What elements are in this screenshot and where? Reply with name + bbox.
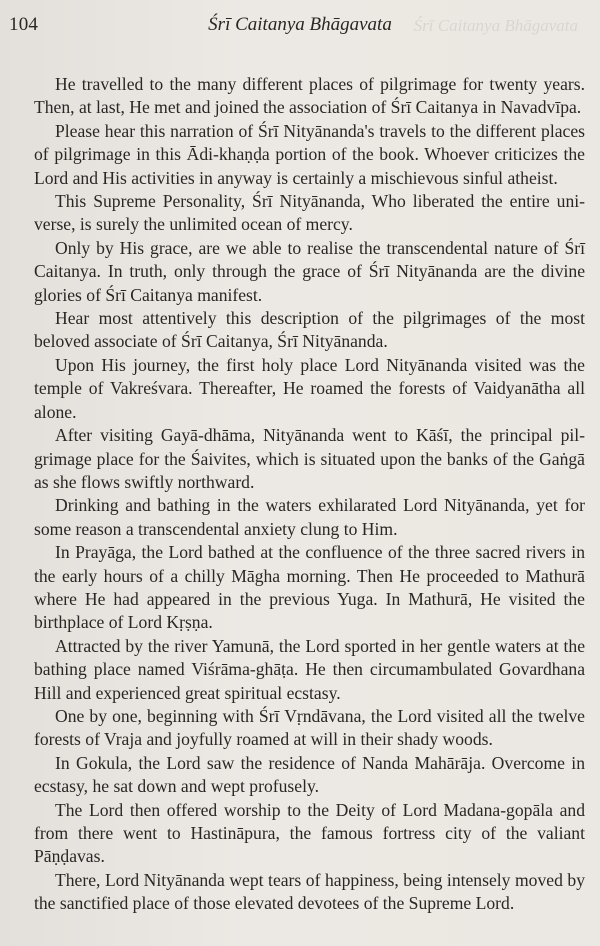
paragraph: Upon His journey, the first holy place Lord Nityānanda visited was the temple of Vakreśvara. Thereafter, He roamed the forests of Vaidyanātha all alone. <box>34 354 585 422</box>
paragraph: He travelled to the many different places of pilgrimage for twenty years. Then, at last, He met and joined the association of Śrī Caitanya in Navadvīpa. <box>34 74 585 118</box>
body-text <box>34 73 585 916</box>
page-number: 104 <box>9 14 39 35</box>
paragraph: After visiting Gayā-dhāma, Nityānanda went to Kāśī, the principal pilgrimage place for the Śaivites, which is situated upon the banks of the Gaṅgā as she flows swiftly northward. <box>34 425 585 492</box>
paragraph: Drinking and bathing in the waters exhilarated Lord Nityānanda, yet for some reason a transcendental anxiety clung to Him. <box>34 495 585 539</box>
bleed-through-text: Śrī Caitanya Bhāgavata <box>413 16 578 35</box>
paragraph: Only by His grace, are we able to realise the transcendental nature of Śrī Caitanya. In truth, only through the grace of Śrī Nityānanda are the divine glories of Śrī Caitanya manifest. <box>34 237 585 305</box>
running-title: Śrī Caitanya Bhāgavata <box>208 14 392 35</box>
paragraph: Please hear this narration of Śrī Nityānanda's travels to the different places of pilgrimage in this Ādi-khaṇḍa portion of the book. Whoever criticizes the Lord and His activities in anyway is certainly a mischievous sinful atheist. <box>34 120 585 188</box>
paragraph: Hear most attentively this description of the pilgrimages of the most beloved associate of Śrī Caitanya, Śrī Nityānanda. <box>34 308 585 352</box>
paragraph: In Gokula, the Lord saw the residence of Nanda Mahārāja. Overcome in ecstasy, he sat down and wept profusely. <box>34 752 585 797</box>
paragraph: One by one, beginning with Śrī Vṛndāvana, the Lord visited all the twelve forests of Vraja and joyfully roamed at will in their shady woods. <box>34 705 585 750</box>
paragraph: The Lord then offered worship to the Deity of Lord Madana-gopāla and from there went to Hastināpura, the famous fortress city of the valiant Pāṇḍavas. <box>34 799 585 867</box>
page-header <box>0 14 600 44</box>
paragraph: Attracted by the river Yamunā, the Lord sported in her gentle waters at the bathing place named Viśrāma-ghāṭa. He then circumambulated Govardhana Hill and experienced great spiritual ecstasy. <box>34 635 585 703</box>
paragraph: In Prayāga, the Lord bathed at the confluence of the three sacred rivers in the early hours of a chilly Māgha morning. Then He proceeded to Mathurā where He had appeared in the previous Yuga. In Mathurā, He visited the birthplace of Lord Kṛṣṇa. <box>34 542 585 633</box>
paragraph: There, Lord Nityānanda wept tears of happiness, being intensely moved by the sanctified place of those elevated devotees of the Supreme Lord. <box>34 869 585 914</box>
paragraph: This Supreme Personality, Śrī Nityānanda, Who liberated the entire universe, is surely the unlimited ocean of mercy. <box>34 191 585 235</box>
